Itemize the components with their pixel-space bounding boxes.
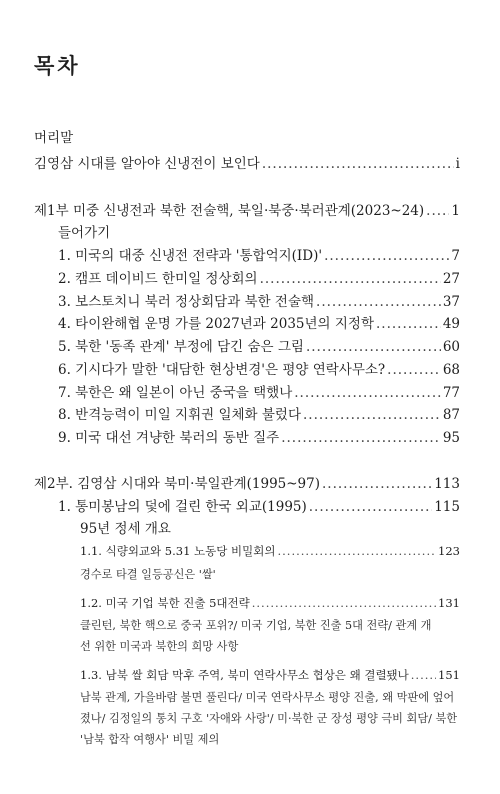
chapter-page: 115 <box>434 499 460 515</box>
chapter-text: 9. 미국 대선 겨냥한 북러의 동반 질주 <box>58 430 280 446</box>
leader-dots <box>316 294 441 310</box>
toc-chapter[interactable] <box>58 381 460 401</box>
toc-section[interactable] <box>80 667 460 683</box>
section-description: 선 위한 미국과 북한의 희망 사항 <box>80 640 239 653</box>
section-page: 123 <box>438 544 460 558</box>
chapter-text: 8. 반격능력이 미일 지휘권 일체화 불렀다 <box>58 407 301 423</box>
toc-entry-text: 김영삼 시대를 알아야 신냉전이 보인다 <box>34 156 260 172</box>
section-description: 경수로 타결 일등공신은 '쌀' <box>80 568 216 581</box>
toc-entry-page: i <box>455 156 460 172</box>
part-title: 제2부. 김영삼 시대와 북미·북일관계(1995~97) <box>34 476 320 492</box>
leader-dots <box>387 362 441 378</box>
chapter-page: 60 <box>442 339 460 355</box>
leader-dots <box>324 248 449 264</box>
leader-dots <box>262 156 454 172</box>
toc-entry-preface[interactable] <box>34 152 460 172</box>
section-description: 클린턴, 북한 핵으로 중국 포위?/ 미국 기업, 북한 진출 5대 전략/ 관계 개 <box>80 619 432 632</box>
chapter-page: 27 <box>442 271 460 287</box>
part-page: 113 <box>434 476 460 492</box>
toc-chapter[interactable] <box>58 244 460 264</box>
toc-chapter[interactable] <box>58 495 460 515</box>
chapter-text: 6. 기시다가 말한 '대담한 현상변경'은 평양 연락사무소? <box>58 362 386 378</box>
leader-dots <box>309 499 432 515</box>
leader-dots <box>322 476 432 492</box>
toc-section[interactable] <box>80 595 460 611</box>
leader-dots <box>376 316 441 332</box>
chapter-text: 1. 통미봉남의 덫에 걸린 한국 외교(1995) <box>58 499 307 515</box>
section-text: 1.1. 식량외교와 5.31 노동당 비밀회의 <box>80 544 276 558</box>
chapter-page: 68 <box>442 362 460 378</box>
leader-dots <box>411 668 436 682</box>
toc-chapter[interactable] <box>58 403 460 423</box>
leader-dots <box>426 203 449 219</box>
leader-dots <box>252 596 436 610</box>
leader-dots <box>281 430 441 446</box>
toc-chapter[interactable] <box>58 335 460 355</box>
chapter-page: 37 <box>442 294 460 310</box>
chapter-subtitle: 95년 정세 개요 <box>80 521 171 537</box>
part-page: 1 <box>451 203 460 219</box>
section-description: '남북 합작 여행사' 비밀 제의 <box>80 733 220 746</box>
toc-chapter[interactable] <box>58 267 460 287</box>
chapter-text: 1. 미국의 대중 신냉전 전략과 '통합억지(ID)' <box>58 248 323 264</box>
leader-dots <box>303 407 441 423</box>
leader-dots <box>306 339 441 355</box>
toc-section[interactable] <box>80 543 460 559</box>
chapter-page: 49 <box>442 316 460 332</box>
toc-part-2[interactable] <box>34 472 460 492</box>
section-text: 1.3. 남북 쌀 회담 막후 주역, 북미 연락사무소 협상은 왜 결렬됐나 <box>80 668 409 682</box>
part-title: 제1부 미중 신냉전과 북한 전술핵, 북일·북중·북러관계(2023~24) <box>34 203 425 219</box>
toc-chapter[interactable] <box>58 426 460 446</box>
preface-heading: 머리말 <box>34 130 74 146</box>
leader-dots <box>277 544 436 558</box>
section-description: 남북 관계, 가을바람 불면 풀린다/ 미국 연락사무소 평양 진출, 왜 막판에 엎어 <box>80 691 455 704</box>
chapter-page: 7 <box>451 248 460 264</box>
section-description: 졌나/ 김정일의 통치 구호 '자애와 사랑'/ 미·북한 군 장성 평양 극비 회담/ 북한 <box>80 712 458 725</box>
chapter-text: 3. 보스토치니 북러 정상회담과 북한 전술핵 <box>58 294 315 310</box>
chapter-page: 87 <box>442 407 460 423</box>
chapter-page: 77 <box>442 385 460 401</box>
chapter-text: 7. 북한은 왜 일본이 아닌 중국을 택했나 <box>58 385 293 401</box>
section-page: 151 <box>438 668 460 682</box>
leader-dots <box>260 271 441 287</box>
chapter-text: 5. 북한 '동족 관계' 부정에 담긴 숨은 그림 <box>58 339 304 355</box>
chapter-text: 2. 캠프 데이비드 한미일 정상회의 <box>58 271 258 287</box>
leader-dots <box>294 385 441 401</box>
toc-chapter[interactable] <box>58 358 460 378</box>
page-title: 목차 <box>34 54 81 78</box>
toc-chapter[interactable] <box>58 290 460 310</box>
chapter-page: 95 <box>442 430 460 446</box>
chapter-text: 4. 타이완해협 운명 가를 2027년과 2035년의 지정학 <box>58 316 374 332</box>
section-text: 1.2. 미국 기업 북한 진출 5대전략 <box>80 596 250 610</box>
toc-part-1[interactable] <box>34 199 460 219</box>
toc-chapter[interactable] <box>58 312 460 332</box>
part-intro: 들어가기 <box>58 225 111 241</box>
section-page: 131 <box>438 596 460 610</box>
